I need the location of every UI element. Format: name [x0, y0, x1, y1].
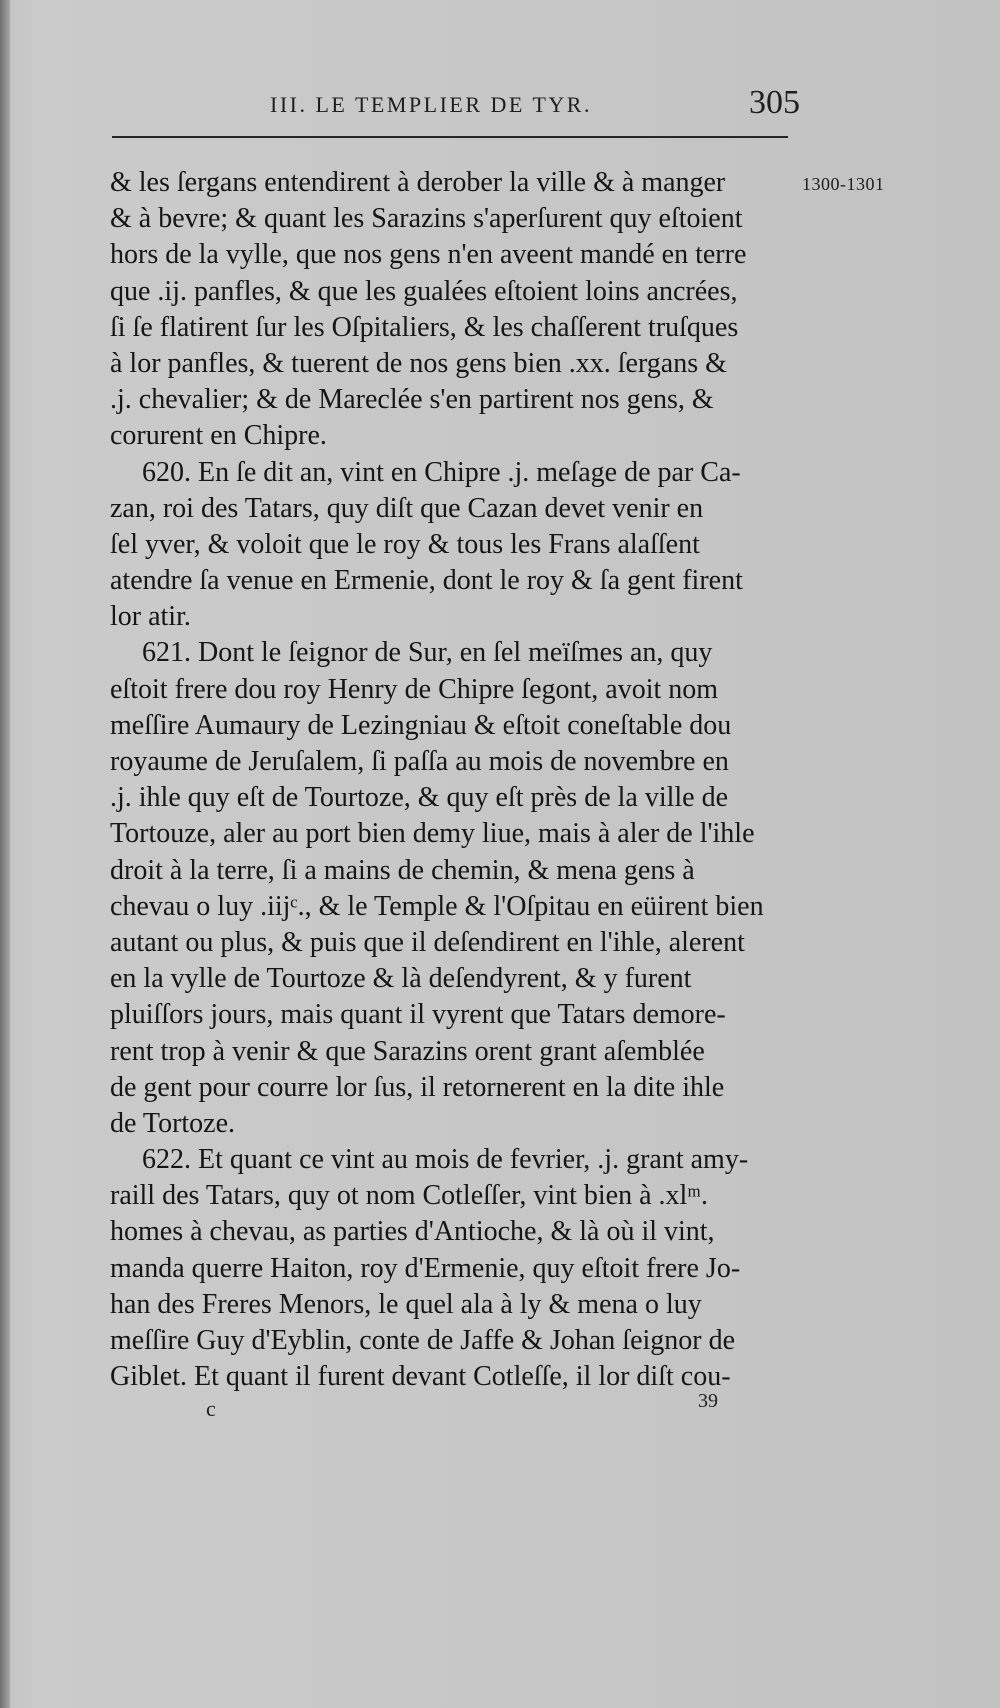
- text-line: eſtoit frere dou roy Henry de Chipre ſegont, avoit nom: [110, 673, 719, 705]
- margin-date-note: 1300-1301: [802, 174, 885, 194]
- paragraph-start-621: 621. Dont le ſeignor de Sur, en ſel meïſmes an, quy: [142, 637, 713, 669]
- text-line: pluiſſors jours, mais quant il vyrent que Tatars demore-: [110, 999, 726, 1031]
- text-line: zan, roi des Tatars, quy diſt que Cazan devet venir en: [110, 492, 704, 524]
- text-line: en la vylle de Tourtoze & là deſendyrent, & y furent: [110, 963, 692, 995]
- text-line: que .ij. panfles, & que les gualées eſtoient loins ancrées,: [110, 275, 738, 307]
- header-rule: [112, 136, 788, 138]
- text-line: ſel yver, & voloit que le roy & tous les Frans alaſſent: [110, 528, 700, 560]
- text-line: lor atir.: [110, 601, 191, 633]
- text-line: de Tortoze.: [110, 1107, 236, 1139]
- text-line: corurent en Chipre.: [110, 420, 327, 452]
- page-spine-shadow: [0, 0, 10, 1708]
- running-head: III. LE TEMPLIER DE TYR.: [270, 92, 592, 117]
- text-line: hors de la vylle, que nos gens n'en aveent mandé en terre: [110, 239, 747, 271]
- text-line: han des Freres Menors, le quel ala à ly & mena o luy: [110, 1288, 702, 1320]
- body-text: [110, 165, 804, 1395]
- text-line: autant ou plus, & puis que il deſendirent en l'ihle, alerent: [110, 926, 745, 958]
- text-line: chevau o luy .iijᶜ., & le Temple & l'Oſpitau en eüirent bien: [110, 890, 764, 922]
- page-number: 305: [749, 84, 800, 121]
- text-line: de gent pour courre lor ſus, il retornerent en la dite ihle: [110, 1071, 725, 1103]
- text-line: Giblet. Et quant il furent devant Cotleſſe, il lor diſt cou-: [110, 1361, 731, 1393]
- text-line: Tortouze, aler au port bien demy liue, mais à aler de l'ihle: [110, 818, 755, 850]
- page-footer: [110, 1390, 804, 1426]
- text-line: .j. chevalier; & de Mareclée s'en partirent nos gens, &: [110, 384, 714, 416]
- text-line: royaume de Jeruſalem, ſi paſſa au mois de novembre en: [110, 746, 729, 777]
- text-line: ſi ſe flatirent ſur les Oſpitaliers, & les chaſſerent truſques: [110, 311, 739, 343]
- text-line: homes à chevau, as parties d'Antioche, & là où il vint,: [110, 1216, 715, 1248]
- sheet-number: 39: [698, 1390, 718, 1412]
- text-line: meſſire Aumaury de Lezingniau & eſtoit coneſtable dou: [110, 709, 732, 741]
- text-line: meſſire Guy d'Eyblin, conte de Jaffe & Johan ſeignor de: [110, 1325, 736, 1356]
- page-header: [110, 84, 800, 128]
- text-line: à lor panfles, & tuerent de nos gens bien .xx. ſergans &: [110, 347, 727, 379]
- text-line: manda querre Haiton, roy d'Ermenie, quy eſtoit frere Jo-: [110, 1252, 741, 1284]
- text-line: raill des Tatars, quy ot nom Cotleſſer, vint bien à .xlᵐ.: [110, 1180, 708, 1212]
- text-line: & les ſergans entendirent à derober la ville & à manger: [110, 167, 726, 198]
- text-line: atendre ſa venue en Ermenie, dont le roy & ſa gent firent: [110, 565, 743, 597]
- text-line: droit à la terre, ſi a mains de chemin, & mena gens à: [110, 854, 695, 886]
- paragraph-start-620: 620. En ſe dit an, vint en Chipre .j. meſage de par Ca-: [142, 456, 741, 488]
- signature-mark: c: [206, 1396, 216, 1421]
- text-line: & à bevre; & quant les Sarazins s'aperſurent quy eſtoient: [110, 203, 743, 235]
- text-line: rent trop à venir & que Sarazins orent grant aſemblée: [110, 1035, 705, 1067]
- text-line: .j. ihle quy eſt de Tourtoze, & quy eſt près de la ville de: [110, 782, 729, 814]
- paragraph-start-622: 622. Et quant ce vint au mois de fevrier, .j. grant amy-: [142, 1144, 749, 1176]
